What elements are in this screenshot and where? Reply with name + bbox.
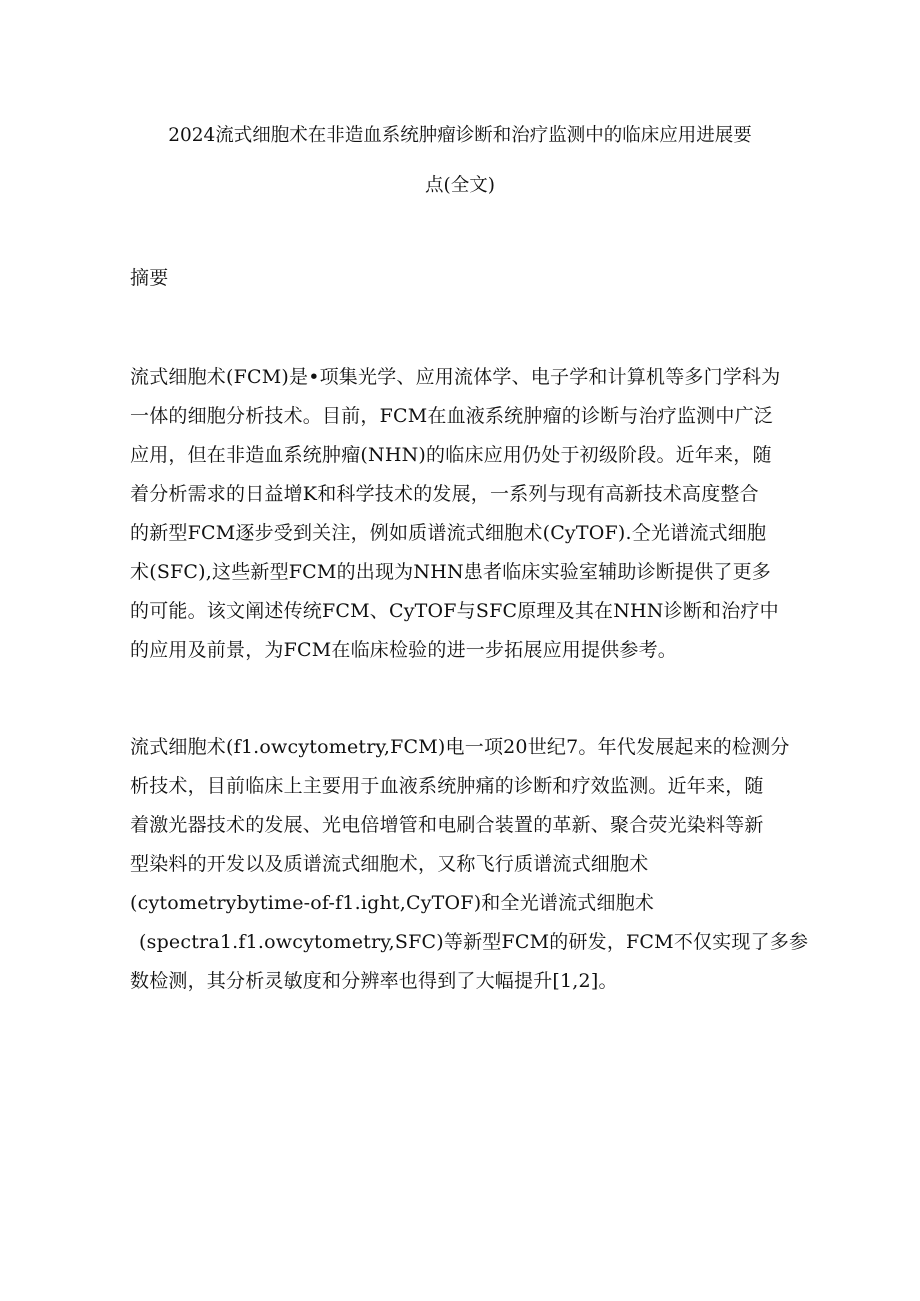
body-line: 流式细胞术(f1.owcytometry,FCM)电一项20世纪7。年代发展起来的检测分	[130, 736, 790, 758]
abstract-line: 术(SFC),这些新型FCM的出现为NHN患者临床实验室辅助诊断提供了更多	[130, 561, 771, 583]
abstract-line: 一体的细胞分析技术。目前，FCM在血液系统肿瘤的诊断与治疗监测中广泛	[130, 405, 773, 427]
body-line: (cytometrybytime-of-f1.ight,CyTOF)和全光谱流式细胞术	[130, 892, 655, 914]
body-line: 型染料的开发以及质谱流式细胞术，又称飞行质谱流式细胞术	[130, 853, 649, 875]
abstract-line: 着分析需求的日益增K和科学技术的发展，一系列与现有高新技术高度整合	[130, 483, 759, 505]
document-title-line-1: 2024流式细胞术在非造血系统肿瘤诊断和治疗监测中的临床应用进展要	[168, 125, 752, 146]
document-title-line-2: 点(全文)	[425, 175, 495, 196]
abstract-line: 的新型FCM逐步受到关注，例如质谱流式细胞术(CyTOF).仝光谱流式细胞	[130, 522, 767, 544]
abstract-line: 的可能。该文阐述传统FCM、CyTOF与SFC原理及其在NHN诊断和治疗中	[130, 600, 779, 622]
body-line: 数检测，其分析灵敏度和分辨率也得到了大幅提升[1,2]。	[130, 970, 618, 992]
body-line: 析技术，目前临床上主要用于血液系统肿痛的诊断和疗效监测。近年来，随	[130, 775, 764, 797]
abstract-line: 的应用及前景，为FCM在临床检验的进一步拓展应用提供参考。	[130, 639, 677, 661]
body-line: 着激光器技术的发展、光电倍增管和电刷合装置的革新、聚合荧光染料等新	[130, 814, 764, 836]
abstract-line: 应用，但在非造血系统肿瘤(NHN)的临床应用仍处于初级阶段。近年来，随	[130, 444, 772, 466]
abstract-heading: 摘要	[130, 267, 169, 289]
abstract-line: 流式细胞术(FCM)是•项集光学、应用流体学、电子学和计算机等多门学科为	[130, 366, 781, 388]
body-line: (spectra1.f1.owcytometry,SFC)等新型FCM的研发，FCM不仅实现了多参	[139, 931, 809, 953]
